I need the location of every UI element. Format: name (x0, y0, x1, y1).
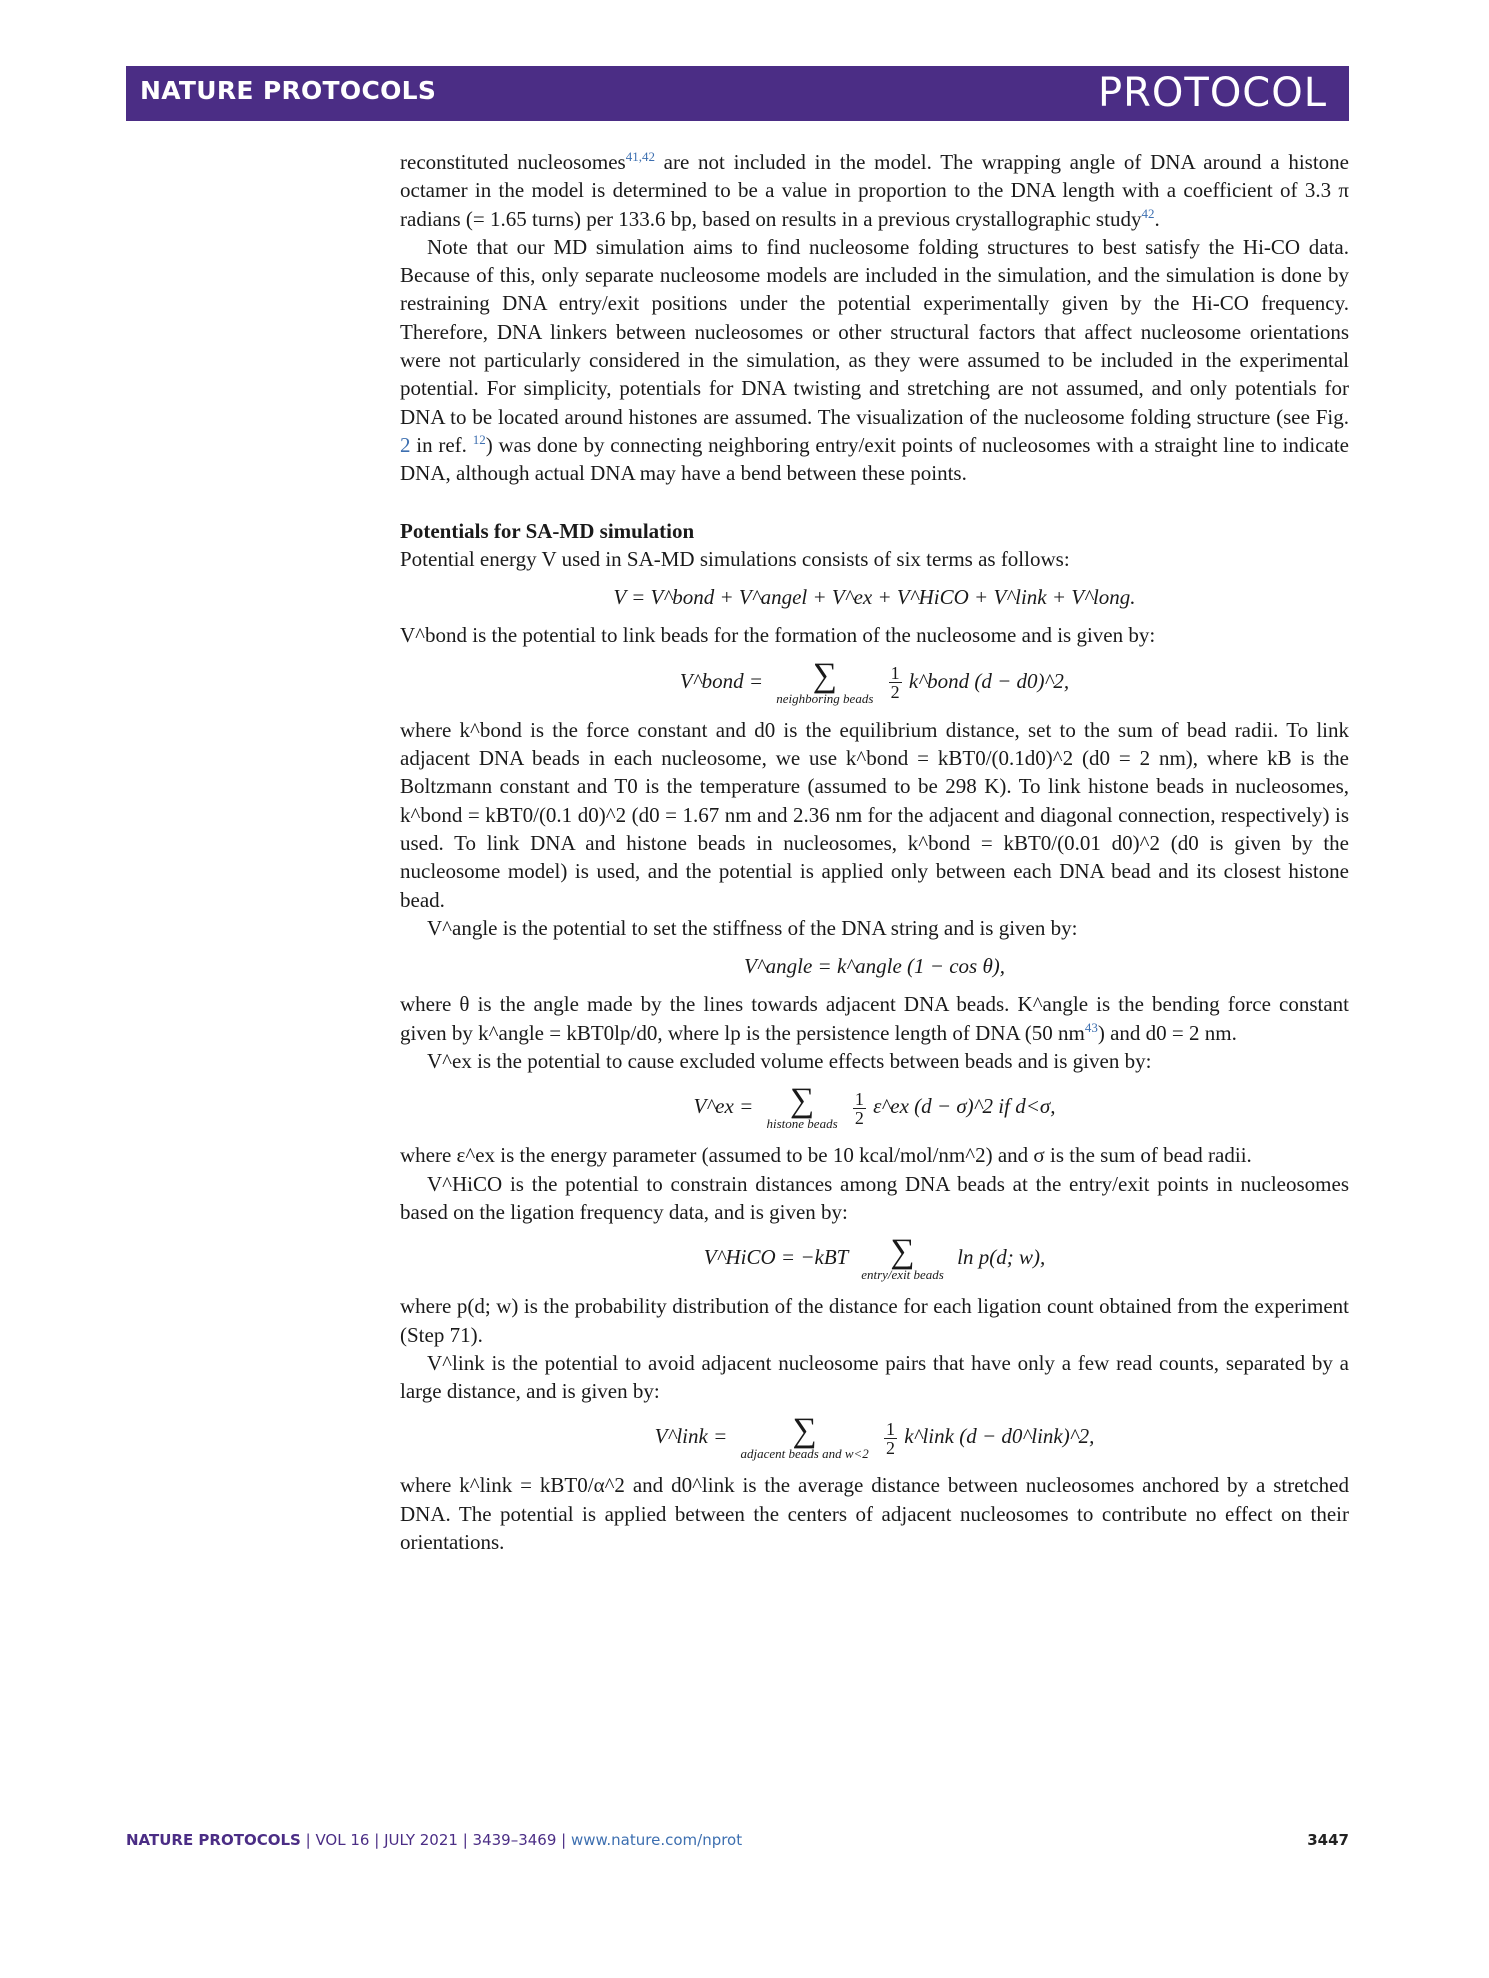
paragraph: V^ex is the potential to cause excluded volume effects between beads and is given by: (427, 1049, 1152, 1074)
paragraph: Potential energy V used in SA-MD simulations consists of six terms as follows: (400, 546, 1070, 571)
paragraph: V^angle is the potential to set the stiffness of the DNA string and is given by: (427, 915, 1078, 940)
equation-angle: V^angle = k^angle (1 − cos θ), (743, 954, 1006, 979)
sum-symbol: ∑ (812, 656, 837, 694)
figure-link[interactable]: 2 (400, 432, 411, 457)
paragraph: where p(d; w) is the probability distribution of the distance for each ligation count obtained from the experiment (Step 71). (400, 1294, 1349, 1347)
header-banner (126, 66, 1349, 121)
journal-url-link[interactable]: www.nature.com/nprot (570, 1831, 743, 1849)
sum-symbol: ∑ (789, 1082, 815, 1120)
page-number: 3447 (1307, 1831, 1349, 1849)
citation-link[interactable]: 43 (1084, 1019, 1098, 1035)
paragraph: where k^link = kBT0/α^2 and d0^link is the average distance between nucleosomes anchored by a stretched DNA. The potential is applied between the centers of adjacent nucleosomes to contribute no effect on their orientations. (400, 1473, 1349, 1554)
article-body (400, 148, 1349, 1556)
equation-link: V^link = ∑ adjacent beads and w<2 $\frac{1}{2}$ k^link (d − d0^link)^2, (654, 1412, 1095, 1462)
sum-symbol: ∑ (792, 1412, 817, 1450)
citation-link[interactable]: 42 (1141, 205, 1155, 221)
paragraph: V^HiCO is the potential to constrain distances among DNA beads at the entry/exit points in nucleosomes based on the ligation frequency data, and is given by: (400, 1171, 1349, 1224)
citation-link[interactable]: 12 (472, 431, 486, 447)
journal-name: NATURE PROTOCOLS (140, 76, 437, 105)
article-type: PROTOCOL (1097, 70, 1327, 116)
equation-ex: V^ex = ∑ histone beads $\frac{1}{2}$ ε^ex (d − σ)^2 if d<σ, (693, 1082, 1056, 1132)
sum-symbol: ∑ (890, 1233, 915, 1271)
paragraph: Note that our MD simulation aims to find nucleosome folding structures to best satisfy the Hi-CO data. Because of this, only separate nucleosome models are included in the simulation, and the simulation is done by restraining DNA entry/exit positions under the potential experimentally given by the Hi-CO frequency. Therefore, DNA linkers between nucleosomes or other structural factors that affect nucleosome orientations were not particularly considered in the simulation, as they were assumed to be included in the experimental potential. For simplicity, potentials for DNA twisting and stretching are not assumed, and only potentials for DNA to be located around histones are assumed. The visualization of the nucleosome folding structure (see Fig. 2 in ref. $^{12}$) was done by connecting neighboring entry/exit points of nucleosomes with a straight line to indicate DNA, although actual DNA may have a bend between these points. (400, 234, 1349, 486)
paragraph: where ε^ex is the energy parameter (assumed to be 10 kcal/mol/nm^2) and σ is the sum of bead radii. (400, 1143, 1252, 1168)
paragraph: where θ is the angle made by the lines towards adjacent DNA beads. K^angle is the bending force constant given by k^angle = kBT0lp/d0, where lp is the persistence length of DNA (50 nm$^{43}$) and d0 = 2 nm. (400, 992, 1349, 1045)
paragraph: reconstituted nucleosomes$^{41,42}$ are not included in the model. The wrapping angle of DNA around a histone octamer in the model is determined to be a value in proportion to the DNA length with a coefficient of 3.3 π radians (= 1.65 turns) per 133.6 bp, based on results in a previous crystallographic study$^{42}$. (400, 149, 1349, 231)
footer-citation: NATURE PROTOCOLS | VOL 16 | JULY 2021 | 3439–3469 | www.nature.com/nprot (126, 1831, 743, 1849)
citation-link[interactable]: 41,42 (625, 149, 655, 164)
equation-total: V = V^bond + V^angel + V^ex + V^HiCO + V^link + V^long. (613, 585, 1136, 610)
equation-hico: V^HiCO = −kBT ∑ entry/exit beads ln p(d; w), (703, 1233, 1046, 1283)
paragraph: V^link is the potential to avoid adjacent nucleosome pairs that have only a few read counts, separated by a large distance, and is given by: (400, 1350, 1349, 1404)
equation-bond: V^bond = ∑ neighboring beads $\frac{1}{2}$ k^bond (d − d0)^2, (679, 656, 1070, 706)
paragraph: where k^bond is the force constant and d0 is the equilibrium distance, set to the sum of bead radii. To link adjacent DNA beads in each nucleosome, we use k^bond = kBT0/(0.1d0)^2 (d0 = 2 nm), where kB is the Boltzmann constant and T0 is the temperature (assumed to be 298 K). To link histone beads in nucleosomes, k^bond = kBT0/(0.1 d0)^2 (d0 = 1.67 nm and 2.36 nm for the adjacent and diagonal connection, respectively) is used. To link DNA and histone beads in nucleosomes, k^bond = kBT0/(0.01 d0)^2 (d0 is given by the nucleosome model) is used, and the potential is applied only between each DNA bead and its closest histone bead. (400, 717, 1349, 912)
paragraph: V^bond is the potential to link beads for the formation of the nucleosome and is given by: (400, 623, 1156, 648)
section-heading: Potentials for SA-MD simulation (400, 518, 695, 543)
